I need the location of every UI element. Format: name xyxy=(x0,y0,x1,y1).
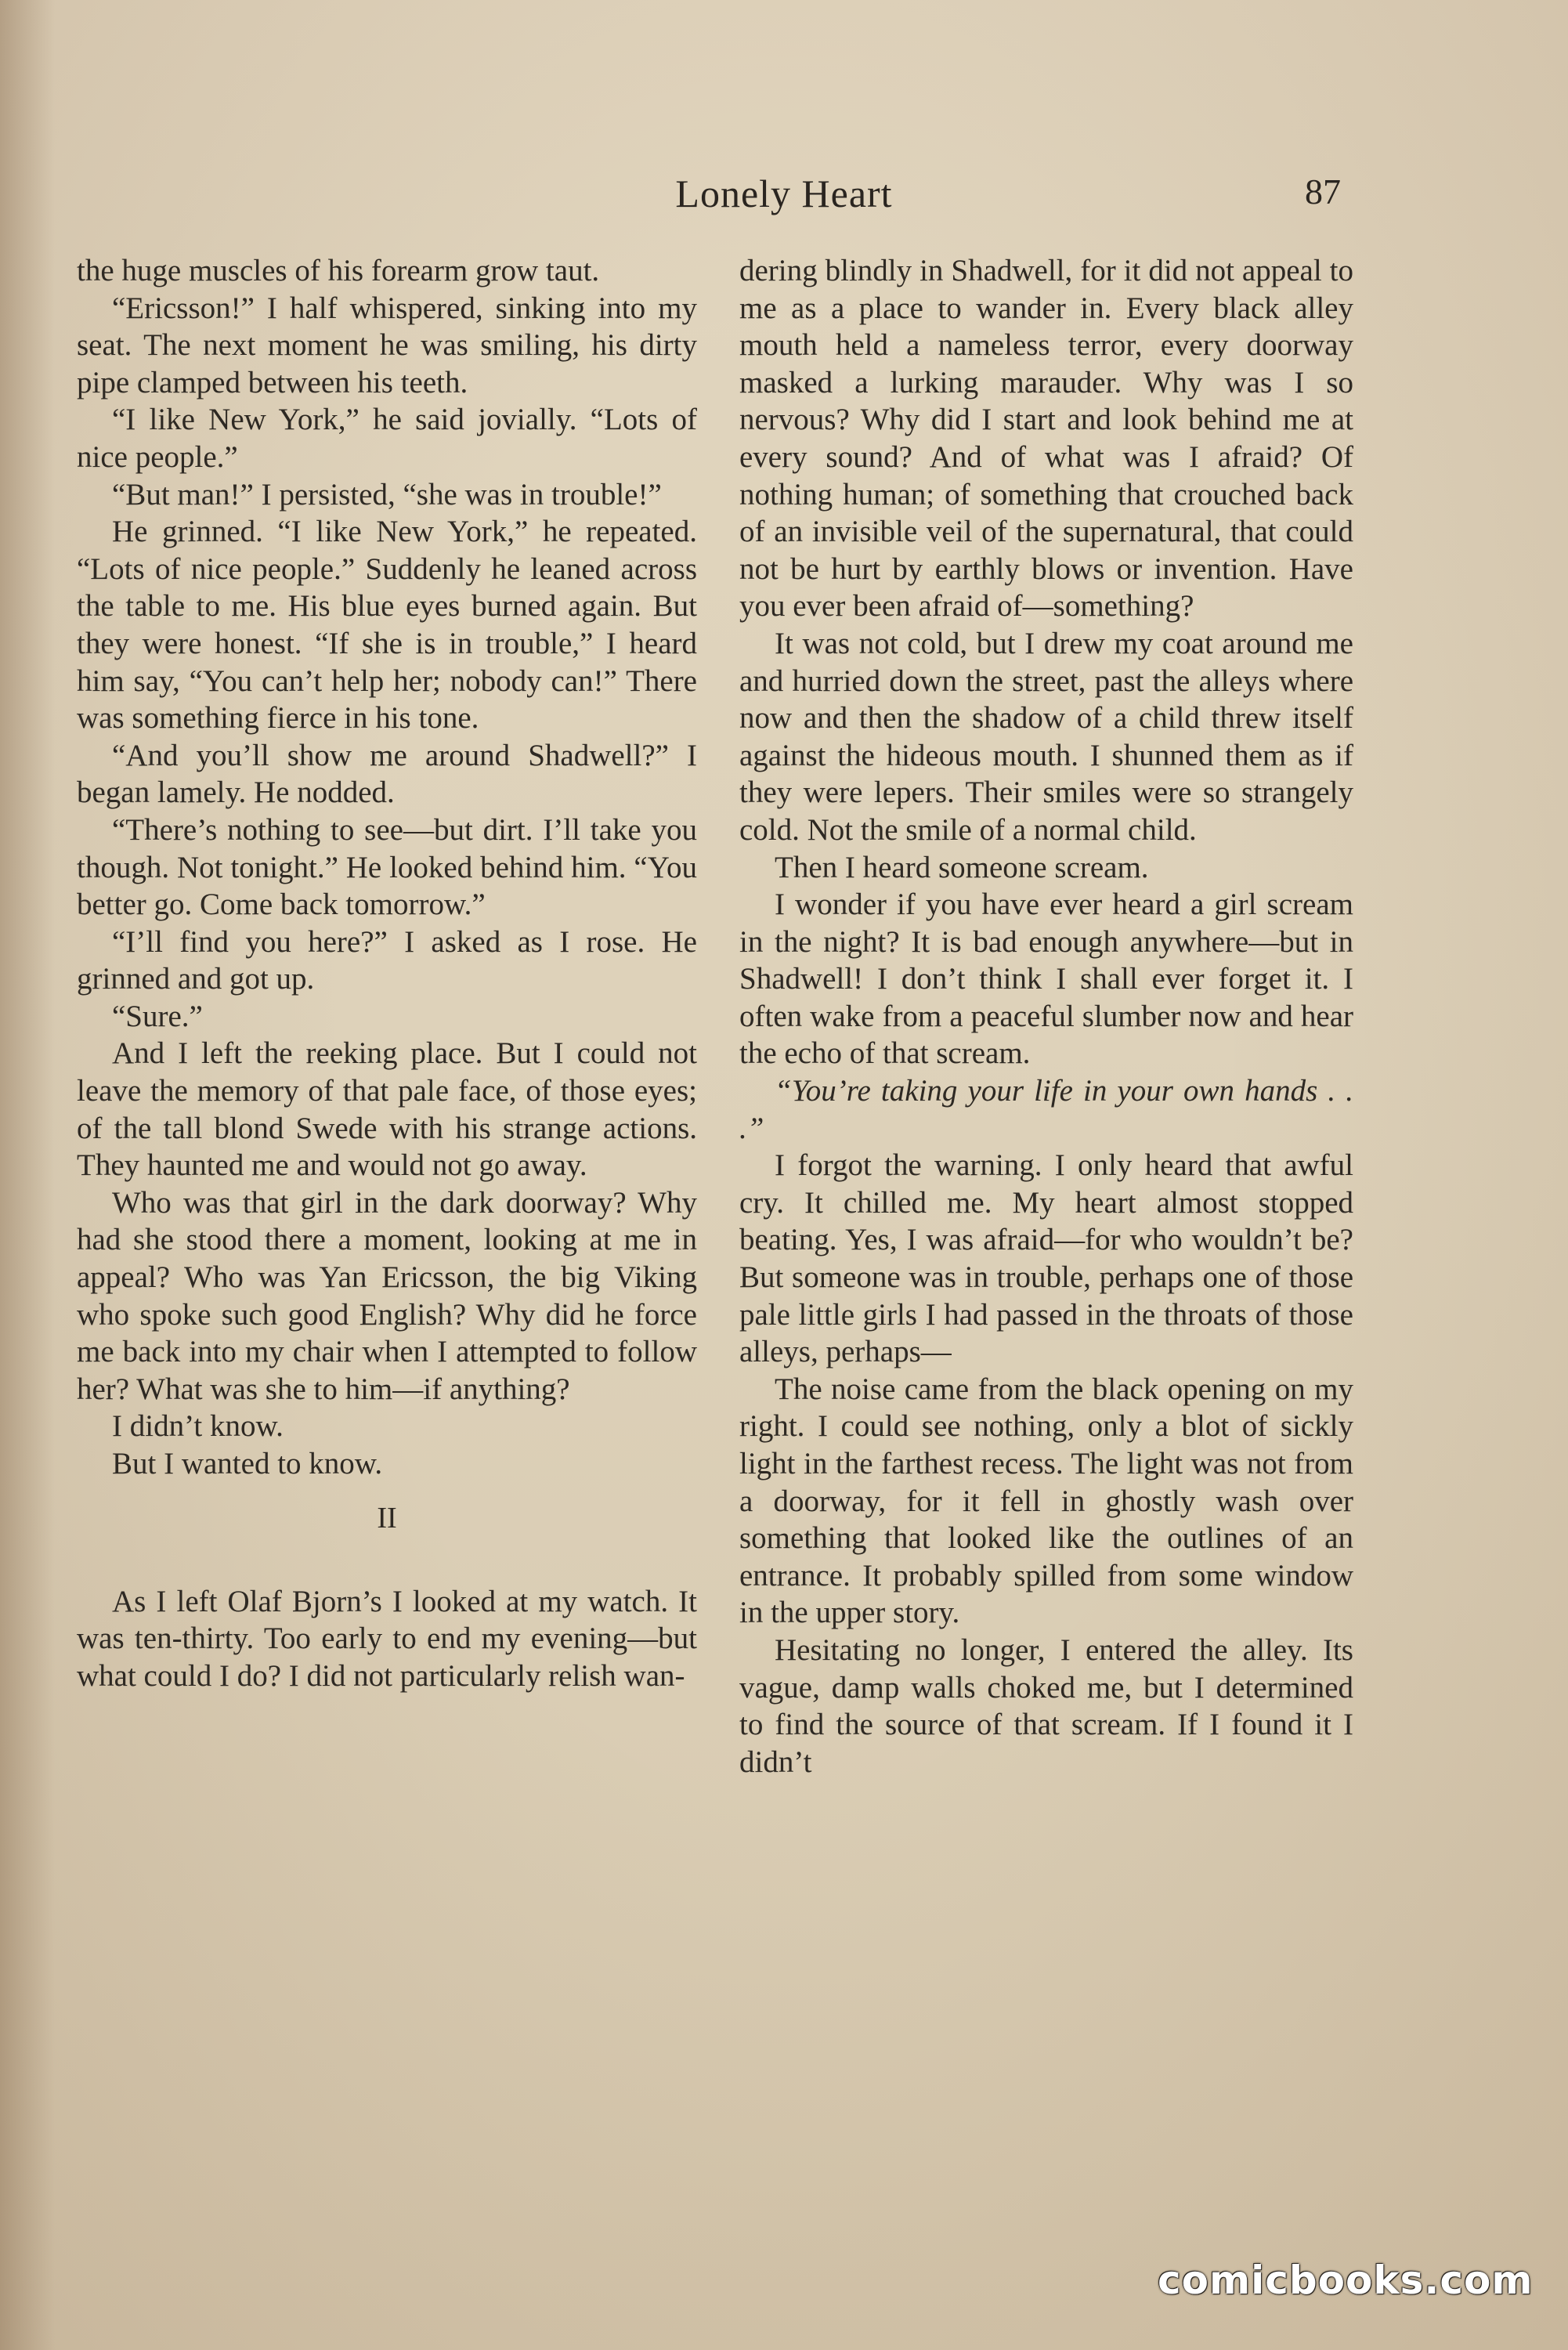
page-number: 87 xyxy=(1305,172,1341,212)
paragraph: But I wanted to know. xyxy=(112,1447,383,1480)
paragraph: Who was that girl in the dark doorway? Why had she stood there a moment, looking at me in appeal? Who was Yan Ericsson, the big Viking who spoke such good English? Why did he force me back into my chair when I attempted to follow her? What was she to him—if anything? xyxy=(77,1185,697,1406)
running-header-title: Lonely Heart xyxy=(675,172,893,215)
right-text-column xyxy=(739,252,1353,1781)
paragraph: “There’s nothing to see—but dirt. I’ll take you though. Not tonight.” He looked behind him. “You better go. Come back tomorrow.” xyxy=(77,812,697,922)
paragraph: “And you’ll show me around Shadwell?” I began lamely. He nodded. xyxy=(77,738,697,810)
left-text-column xyxy=(77,252,697,1694)
paragraph: the huge muscles of his forearm grow taut. xyxy=(77,254,600,287)
paragraph: “Sure.” xyxy=(112,999,203,1033)
page-edge-shadow xyxy=(0,0,55,2350)
paragraph: As I left Olaf Bjorn’s I looked at my watch. It was ten-thirty. Too early to end my evening—but what could I do? I did not particularly relish wan- xyxy=(77,1584,697,1693)
paragraph: It was not cold, but I drew my coat around me and hurried down the street, past the alleys where now and then the shadow of a child threw itself against the hideous mouth. I shunned them as if they were lepers. Their smiles were so strangely cold. Not the smile of a normal child. xyxy=(739,626,1353,847)
section-heading: II xyxy=(377,1501,397,1535)
paragraph: And I left the reeking place. But I could not leave the memory of that pale face, of those eyes; of the tall blond Swede with his strange actions. They haunted me and would not go away. xyxy=(77,1036,697,1183)
italic-quote: “You’re taking your life in your own hands . . .” xyxy=(739,1074,1353,1145)
paragraph: I didn’t know. xyxy=(112,1409,284,1444)
paragraph: I forgot the warning. I only heard that awful cry. It chilled me. My heart almost stopped beating. Yes, I was afraid—for who wouldn’t be? But someone was in trouble, perhaps one of those pale little girls I had passed in the throats of those alleys, perhaps— xyxy=(739,1148,1353,1369)
paragraph: “I’ll find you here?” I asked as I rose. He grinned and got up. xyxy=(77,924,697,996)
paragraph: I wonder if you have ever heard a girl scream in the night? It is bad enough anywhere—but in Shadwell! I don’t think I shall ever forget it. I often wake from a peaceful slumber now and hear the echo of that scream. xyxy=(739,888,1353,1071)
paragraph: Then I heard someone scream. xyxy=(775,850,1149,884)
paragraph: The noise came from the black opening on my right. I could see nothing, only a blot of sickly light in the farthest recess. The light was not from a doorway, for it fell in ghostly wash over something that looked like the outlines of an entrance. It probably spilled from some window in the upper story. xyxy=(739,1372,1353,1630)
paragraph: He grinned. “I like New York,” he repeated. “Lots of nice people.” Suddenly he leaned across the table to me. His blue eyes burned again. But they were honest. “If she is in trouble,” I heard him say, “You can’t help her; nobody can!” There was something fierce in his tone. xyxy=(77,515,697,736)
watermark-logo: comicbooks.com xyxy=(1158,2258,1534,2303)
paragraph: “Ericsson!” I half whispered, sinking into my seat. The next moment he was smiling, his dirty pipe clamped between his teeth. xyxy=(77,291,697,400)
paragraph: “But man!” I persisted, “she was in trouble!” xyxy=(112,477,662,512)
paragraph: “I like New York,” he said jovially. “Lots of nice people.” xyxy=(77,403,697,474)
paragraph: dering blindly in Shadwell, for it did not appeal to me as a place to wander in. Every black alley mouth held a nameless terror, every doorway masked a lurking marauder. Why was I so nervous? Why did I start and look behind me at every sound? And of what was I afraid? Of nothing human; of something that crouched back of an invisible veil of the supernatural, that could not be hurt by earthly blows or invention. Have you ever been afraid of—something? xyxy=(739,254,1353,624)
paragraph: Hesitating no longer, I entered the alley. Its vague, damp walls choked me, but I determined to find the source of that scream. If I found it I didn’t xyxy=(739,1632,1353,1779)
